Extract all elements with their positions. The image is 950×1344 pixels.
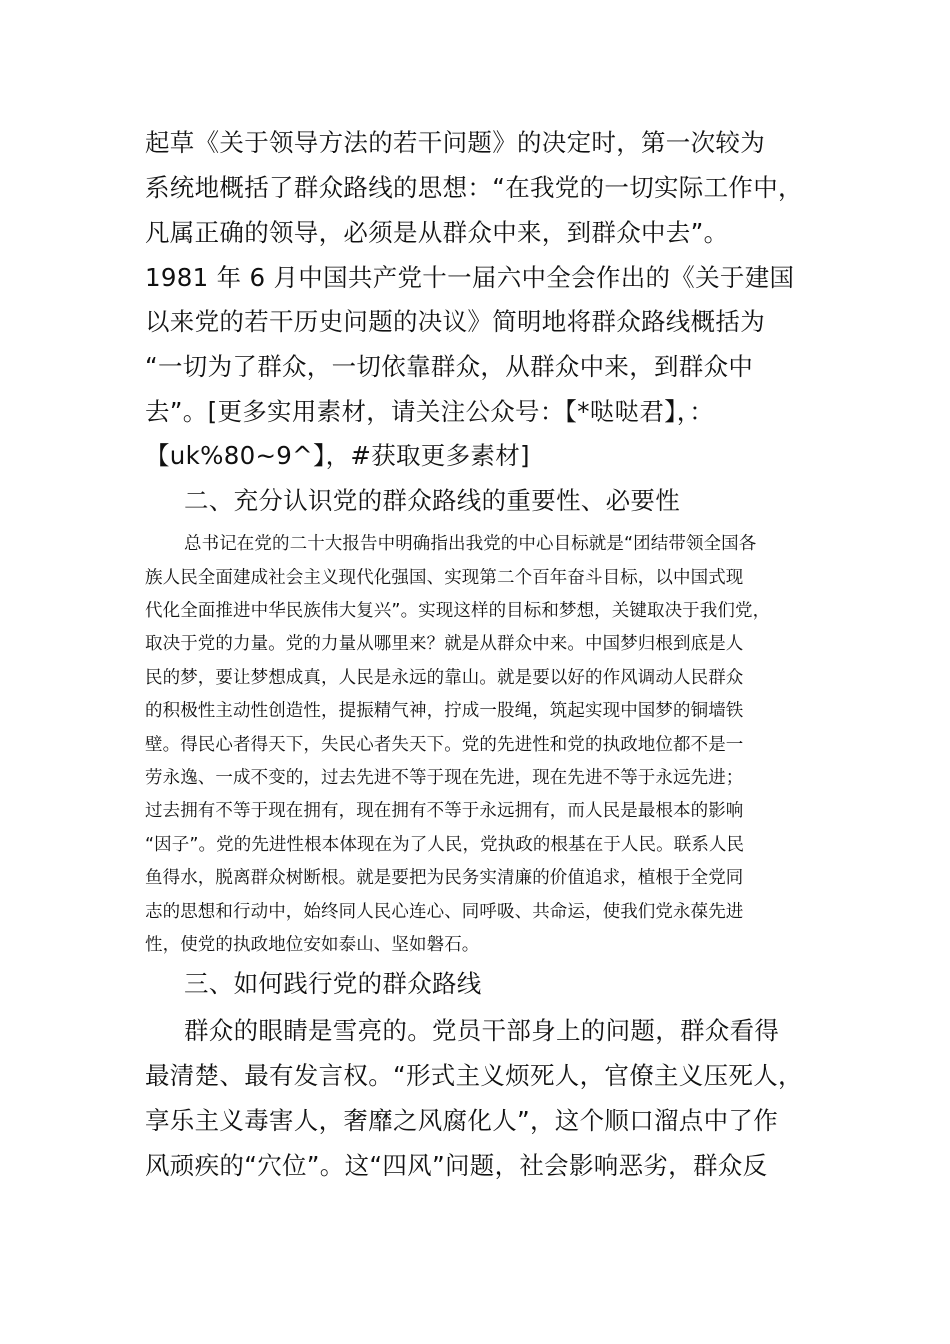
paragraph-2-line-1: 总书记在党的二十大报告中明确指出我党的中心目标就是“团结带领全国各 [184,534,757,554]
paragraph-2-line-5: 民的梦，要让梦想成真，人民是永远的靠山。就是要以好的作风调动人民群众 [145,668,744,688]
paragraph-2-line-4: 取决于党的力量。党的力量从哪里来？就是从群众中来。中国梦归根到底是人 [145,634,744,654]
paragraph-2-line-13: 性，使党的执政地位安如泰山、坚如磐石。 [145,935,480,955]
paragraph-2-line-8: 劳永逸、一成不变的，过去先进不等于现在先进，现在先进不等于永远先进； [145,768,744,788]
paragraph-1-line-5: 以来党的若干历史问题的决议》简明地将群众路线概括为 [145,307,765,336]
paragraph-3-line-4: 风顽疾的“穴位”。这“四风”问题，社会影响恶劣，群众反 [145,1151,768,1180]
paragraph-1-line-3: 凡属正确的领导，必须是从群众中来，到群众中去”。 [145,218,729,247]
paragraph-1-line-8: 【uk%80~9^】，#获取更多素材] [145,441,530,470]
section-heading-2: 二、充分认识党的群众路线的重要性、必要性 [184,486,680,515]
paragraph-2-line-11: 鱼得水，脱离群众树断根。就是要把为民务实清廉的价值追求，植根于全党同 [145,868,744,888]
paragraph-2-line-2: 族人民全面建成社会主义现代化强国、实现第二个百年奋斗目标，以中国式现 [145,568,744,588]
paragraph-3-line-2: 最清楚、最有发言权。“形式主义烦死人，官僚主义压死人， [145,1061,803,1090]
paragraph-2-line-6: 的积极性主动性创造性，提振精气神，拧成一股绳，筑起实现中国梦的铜墙铁 [145,701,744,721]
paragraph-1-line-2: 系统地概括了群众路线的思想：“在我党的一切实际工作中， [145,173,803,202]
paragraph-1-line-4: 1981 年 6 月中国共产党十一届六中全会作出的《关于建国 [145,263,795,292]
paragraph-1-line-1: 起草《关于领导方法的若干问题》的决定时，第一次较为 [145,128,765,157]
section-heading-3: 三、如何践行党的群众路线 [184,969,482,998]
paragraph-3-line-1: 群众的眼睛是雪亮的。党员干部身上的问题，群众看得 [184,1016,780,1045]
paragraph-3-line-3: 享乐主义毒害人，奢靡之风腐化人”，这个顺口溜点中了作 [145,1106,778,1135]
paragraph-2-line-10: “因子”。党的先进性根本体现在为了人民，党执政的根基在于人民。联系人民 [145,835,745,855]
paragraph-1-line-7: 去”。[更多实用素材，请关注公众号：【*哒哒君】，： [145,397,715,426]
paragraph-1-line-6: “一切为了群众，一切依靠群众，从群众中来，到群众中 [145,352,754,381]
paragraph-2-line-3: 代化全面推进中华民族伟大复兴”。实现这样的目标和梦想，关键取决于我们党， [145,601,771,621]
paragraph-2-line-7: 壁。得民心者得天下，失民心者失天下。党的先进性和党的执政地位都不是一 [145,735,744,755]
paragraph-2-line-12: 志的思想和行动中，始终同人民心连心、同呼吸、共命运，使我们党永葆先进 [145,902,744,922]
paragraph-2-line-9: 过去拥有不等于现在拥有，现在拥有不等于永远拥有，而人民是最根本的影响 [145,801,744,821]
